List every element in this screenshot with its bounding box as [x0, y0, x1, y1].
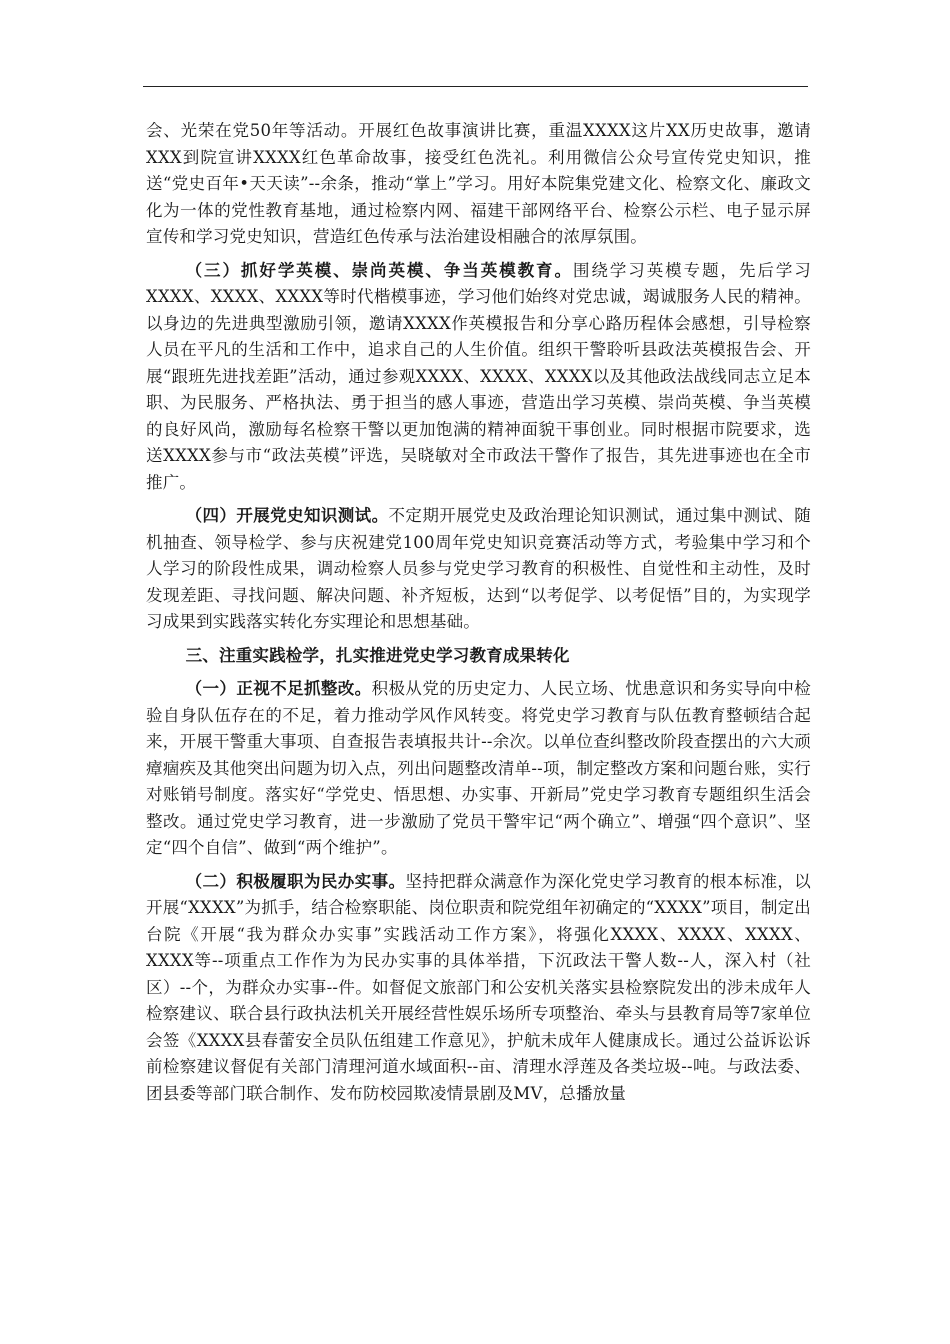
paragraph-text: 会、光荣在党50年等活动。开展红色故事演讲比赛，重温XXXX这片XX历史故事，邀请XXX到院宣讲XXXX红色革命故事，接受红色洗礼。利用微信公众号宣传党史知识，推送“党史百年•天天读”--余条，推动“掌上”学习。用好本院集党建文化、检察文化、廉政文化为一体的党性教育基地，通过检察内网、福建干部网络平台、检察公示栏、电子显示屏宣传和学习党史知识，营造红色传承与法治建设相融合的浓厚氛围。: [146, 121, 811, 246]
paragraph-lead: （四）开展党史知识测试。: [185, 506, 389, 525]
document-body: [146, 118, 811, 1107]
paragraph-continuation: [146, 118, 811, 251]
paragraph-text: 积极从党的历史定力、人民立场、忧患意识和务实导向中检验自身队伍存在的不足，着力推动学风作风转变。将党史学习教育与队伍教育整顿结合起来，开展干警重大事项、自查报告表填报共计--余次。以单位查纠整改阶段查摆出的六大顽瘴痼疾及其他突出问题为切入点，列出问题整改清单--项，制定整改方案和问题台账，实行对账销号制度。落实好“学党史、悟思想、办实事、开新局”党史学习教育专题组织生活会整改。通过党史学习教育，进一步激励了党员干警牢记“两个确立”、增强“四个意识”、坚定“四个自信”、做到“两个维护”。: [146, 679, 812, 857]
header-rule: [143, 86, 808, 87]
paragraph-hero-models: [146, 258, 811, 497]
paragraph-practical-service: [146, 869, 811, 1108]
paragraph-lead: （三）抓好学英模、崇尚英模、争当英模教育。: [185, 260, 573, 280]
section-heading: 三、注重实践检学，扎实推进党史学习教育成果转化: [185, 645, 570, 665]
paragraph-text: 坚持把群众满意作为深化党史学习教育的根本标准，以开展“XXXX”为抓手，结合检察职能、岗位职责和院党组年初确定的“XXXX”项目，制定出台院《开展“我为群众办实事”实践活动工作方案》，将强化XXXX、XXXX、XXXX、XXXX等--项重点工作作为为民办实事的具体举措，下沉政法干警人数--人，深入村（社区）--个，为群众办实事--件。如督促文旅部门和公安机关落实县检察院发出的涉未成年人检察建议、联合县行政执法机关开展经营性娱乐场所专项整治、牵头与县教育局等7家单位会签《XXXX县春蕾安全员队伍组建工作意见》，护航未成年人健康成长。通过公益诉讼诉前检察建议督促有关部门清理河道水域面积--亩、清理水浮莲及各类垃圾--吨。与政法委、团县委等部门联合制作、发布防校园欺凌情景剧及MV，总播放量: [146, 871, 811, 1103]
paragraph-rectification: [146, 676, 811, 862]
paragraph-lead: （一）正视不足抓整改。: [185, 679, 372, 698]
paragraph-knowledge-test: [146, 503, 811, 636]
paragraph-text: 围绕学习英模专题，先后学习XXXX、XXXX、XXXX等时代楷模事迹，学习他们始终对党忠诚，竭诚服务人民的精神。以身边的先进典型激励引领，邀请XXXX作英模报告和分享心路历程体会感想，引导检察人员在平凡的生活和工作中，追求自己的人生价值。组织干警聆听县政法英模报告会、开展“跟班先进找差距”活动，通过参观XXXX、XXXX、XXXX以及其他政法战线同志立足本职、为民服务、严格执法、勇于担当的感人事迹，营造出学习英模、崇尚英模、争当英模的良好风尚，激励每名检察干警以更加饱满的精神面貌干事创业。同时根据市院要求，选送XXXX参与市“政法英模”评选，吴晓敏对全市政法干警作了报告，其先进事迹也在全市推广。: [146, 260, 811, 492]
paragraph-text: 不定期开展党史及政治理论知识测试，通过集中测试、随机抽查、领导检学、参与庆祝建党100周年党史知识竞赛活动等方式，考验集中学习和个人学习的阶段性成果，调动检察人员参与党史学习教育的积极性、自觉性和主动性，及时发现差距、寻找问题、解决问题、补齐短板，达到“以考促学、以考促悟”目的，为实现学习成果到实践落实转化夯实理论和思想基础。: [146, 506, 811, 631]
paragraph-lead: （二）积极履职为民办实事。: [185, 871, 406, 891]
